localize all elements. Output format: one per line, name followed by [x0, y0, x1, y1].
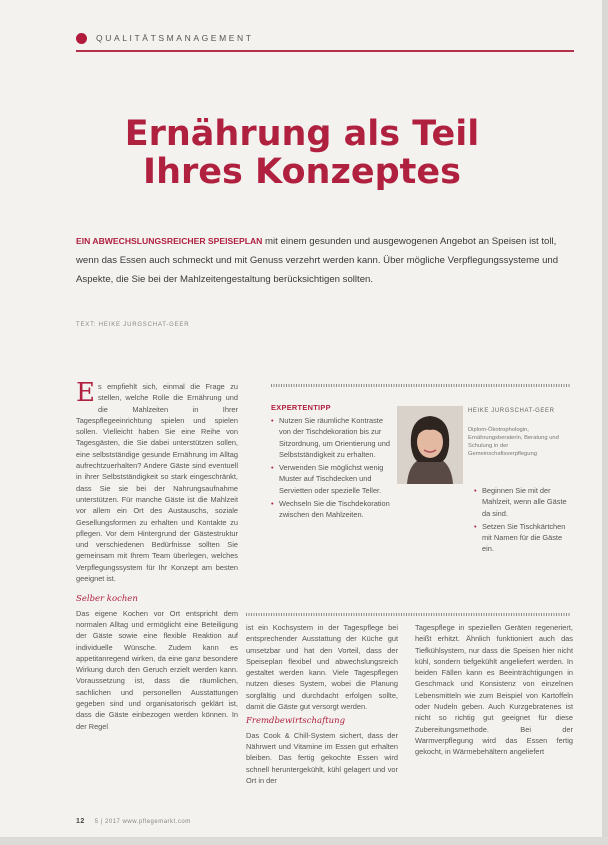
tipbox-bottom-border — [246, 613, 571, 616]
author-role: Diplom-Ökotrophologin, Ernährungsberaterin, Beratung und Schulung in der Gemeinschaftsverpflegung — [468, 427, 559, 457]
subheading-fremdbewirtschaftung: Fremdbewirtschaftung — [246, 716, 346, 727]
tip-item: • Setzen Sie Tischkärtchen mit Namen für die Gäste ein. — [474, 521, 574, 555]
byline: TEXT: HEIKE JURGSCHAT-GEER — [76, 322, 190, 328]
tip-item: • Wechseln Sie die Tischdekoration zwischen den Mahlzeiten. — [271, 498, 395, 521]
footer-text: 5 | 2017 www.pflegemarkt.com — [94, 819, 191, 825]
article-title — [76, 115, 528, 191]
column-2-text: ist ein Kochsystem in der Tagespflege bei entsprechender Ausstattung der Küche gut umsetzbar und hat den Vorteil, dass der Speiseplan flexibel und abwechslungsreich gestaltet werden kann. Viele Tagespflegen nutzen dieses System, wobei die Planung sorgfältig und durchdacht erfolgen sollte, damit die Gäste gut versorgt werden. — [246, 623, 398, 712]
tip-item: • Beginnen Sie mit der Mahlzeit, wenn alle Gäste da sind. — [474, 485, 574, 519]
selber-kochen-text: Das eigene Kochen vor Ort entspricht dem normalen Alltag und ermöglicht eine Beteiligung der Gäste sowie eine flexible Reaktion auf individuelle Wünsche. Zudem kann es appetitanregend wirken, da eine ganz besondere Wirkung durch den Geruch erzielt werden kann. Voraussetzung ist, dass die räumlichen, sachlichen und personellen Ausstattungen gegeben sind und organisatorisch geklärt ist, dass die Gäste einbezogen werden können. In der Regel — [76, 608, 238, 731]
tip-list-right — [474, 485, 574, 557]
page-edge-right — [602, 0, 608, 845]
page-footer — [76, 818, 191, 825]
author-name: HEIKE JURGSCHAT-GEER — [468, 408, 555, 414]
tip-item: • Nutzen Sie räumliche Kontraste von der Tischdekoration bis zur Sitzordnung, um Orientierung und Selbstständigkeit zu erhalten. — [271, 415, 395, 460]
tip-item: • Verwenden Sie möglichst wenig Muster auf Tischdecken und Servietten oder spezielle Teller. — [271, 462, 395, 496]
lead-highlight: EIN ABWECHSLUNGSREICHER SPEISEPLAN — [76, 236, 263, 246]
tipbox-top-border — [271, 384, 571, 387]
subheading-selber-kochen: Selber kochen — [76, 594, 138, 605]
title-line-2: Ihres Konzeptes — [143, 152, 461, 192]
page-edge-bottom — [0, 837, 608, 845]
lead-paragraph — [76, 232, 568, 289]
section-label: QUALITÄTSMANAGEMENT — [96, 33, 254, 43]
author-photo — [397, 406, 463, 484]
lead-text: mit einem gesunden und ausgewogenen Angebot an Speisen ist toll, wenn das Essen auch schmeckt und mit Genuss verzehrt werden kann. Über mögliche Verpflegungssysteme und Aspekte, die Sie bei der Mahlzeitengestaltung berücksichtigen sollten. — [76, 236, 559, 285]
column-1 — [76, 378, 238, 732]
tip-list-left — [271, 415, 395, 523]
section-dot-icon — [76, 33, 87, 44]
column-2 — [246, 622, 398, 786]
header-rule — [76, 50, 574, 52]
page-number: 12 — [76, 818, 85, 825]
tipbox-title: EXPERTENTIPP — [271, 403, 331, 412]
title-line-1: Ernährung als Teil — [124, 114, 480, 154]
column-3-text: Tagespflege in speziellen Geräten regeneriert, heißt erhitzt. Ähnlich funktioniert auch das Tiefkühlsystem, nur dass die Speisen hier nicht kühl, sondern tiefgekühlt angeliefert werden. In beiden Fällen kann es Beeinträchtigungen in Geschmack und Konsistenz von einzelnen Lebensmitteln wie zum Beispiel von Kartoffeln oder Nudeln geben. Auch Kurzgebratenes ist nicht so richtig gut geeignet für diese Zubereitungsmethode. Bei der Warmverpflegung wird das Essen fertig gekocht, in Wärmebehältern angeliefert — [415, 623, 573, 757]
author-portrait-icon — [397, 406, 463, 484]
intro-text: s empfiehlt sich, einmal die Frage zu stellen, welche Rolle die Ernährung und die Mahlzeiten in Ihrer Tagespflegeeinrichtung spielen und spielen sollen. Vielleicht haben Sie eine Reihe von Tagesgästen, die Sie dabei unterstützen sollen, eine selbstständige gesunde Ernährung im Alltag aufrechtzuerhalten? Andere Gäste sind eventuell in ihrer Selbstständigkeit so stark eingeschränkt, dass Sie sie bei der Nahrungsaufnahme unterstützen. Für manche Gäste ist die Mahlzeit vor allem ein Ort des Austauschs, soziale Gesellungsformen zu erhalten und Kontakte zu pflegen. Vor dem Hintergrund der Gästestruktur und verschiedenen Bedürfnisse sollten Sie gemeinsam mit Ihrem Team überlegen, welches Verpflegungssystem für Ihr Konzept am besten geeignet ist. — [76, 382, 238, 584]
column-3 — [415, 622, 573, 758]
fremdbewirtschaftung-text: Das Cook & Chill-System sichert, dass der Nährwert und Vitamine im Essen gut erhalten bleiben. Das fertig gekochte Essen wird schnell heruntergekühlt, kühl gelagert und vor Ort in der — [246, 730, 398, 785]
drop-cap: E — [76, 378, 95, 408]
